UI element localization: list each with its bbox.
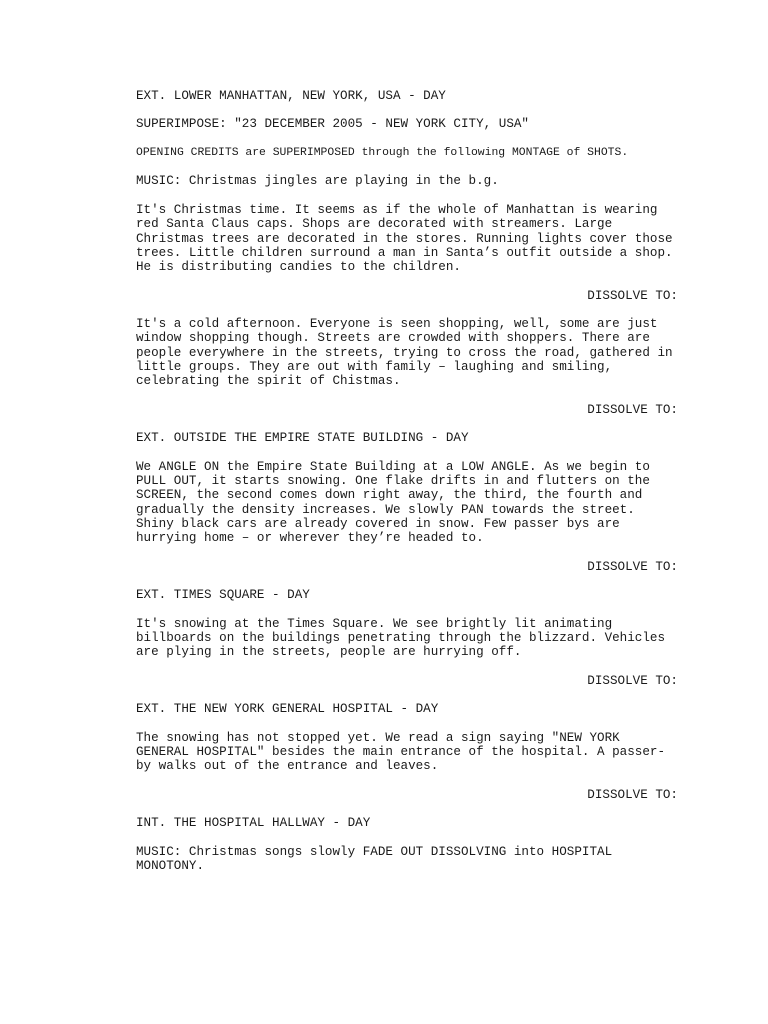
superimpose-line: SUPERIMPOSE: "23 DECEMBER 2005 - NEW YORK CITY, USA"	[136, 117, 529, 132]
action-cold-afternoon: It's a cold afternoon. Everyone is seen shopping, well, some are just window shopping though. Streets are crowded with shoppers. There are people everywhere in the streets, trying to cross the road, gathered in little groups. They are out with family – laughing and smiling, celebrating the spirit of Chistmas.	[136, 317, 673, 389]
scene-heading-hospital-hallway: INT. THE HOSPITAL HALLWAY - DAY	[136, 816, 371, 831]
transition-dissolve: DISSOLVE TO:	[587, 673, 678, 688]
scene-heading-empire-state: EXT. OUTSIDE THE EMPIRE STATE BUILDING - DAY	[136, 431, 469, 446]
scene-heading-lower-manhattan: EXT. LOWER MANHATTAN, NEW YORK, USA - DAY	[136, 89, 446, 103]
transition-dissolve: DISSOLVE TO:	[587, 288, 678, 303]
action-times-square: It's snowing at the Times Square. We see brightly lit animating billboards on the buildings penetrating through the blizzard. Vehicles are plying in the streets, people are hurrying off.	[136, 616, 666, 660]
opening-credits-line: OPENING CREDITS are SUPERIMPOSED through the following MONTAGE of SHOTS.	[136, 146, 629, 159]
music-cue-jingles: MUSIC: Christmas jingles are playing in the b.g.	[136, 174, 499, 189]
action-christmas-time: It's Christmas time. It seems as if the whole of Manhattan is wearing red Santa Claus caps. Shops are decorated with streamers. Large Christmas trees are decorated in the stores. Running lights cover those trees. Little children surround a man in Santa’s outfit outside a shop. He is distributing candies to the children.	[136, 202, 673, 275]
music-cue-fade-out: MUSIC: Christmas songs slowly FADE OUT DISSOLVING into HOSPITAL MONOTONY.	[136, 844, 613, 874]
screenplay-body	[136, 89, 680, 888]
transition-dissolve: DISSOLVE TO:	[587, 402, 678, 417]
scene-heading-general-hospital: EXT. THE NEW YORK GENERAL HOSPITAL - DAY	[136, 702, 439, 717]
action-general-hospital: The snowing has not stopped yet. We read a sign saying "NEW YORK GENERAL HOSPITAL" besides the main entrance of the hospital. A passer- by walks out of the entrance and leaves.	[136, 730, 666, 774]
action-empire-state: We ANGLE ON the Empire State Building at a LOW ANGLE. As we begin to PULL OUT, it starts snowing. One flake drifts in and flutters on the SCREEN, the second comes down right away, the third, the fourth and gradually the density increases. We slowly PAN towards the street. Shiny black cars are already covered in snow. Few passer bys are hurrying home – or wherever they’re headed to.	[136, 459, 650, 546]
scene-heading-times-square: EXT. TIMES SQUARE - DAY	[136, 588, 310, 603]
transition-dissolve: DISSOLVE TO:	[587, 787, 678, 802]
transition-dissolve: DISSOLVE TO:	[587, 559, 678, 574]
